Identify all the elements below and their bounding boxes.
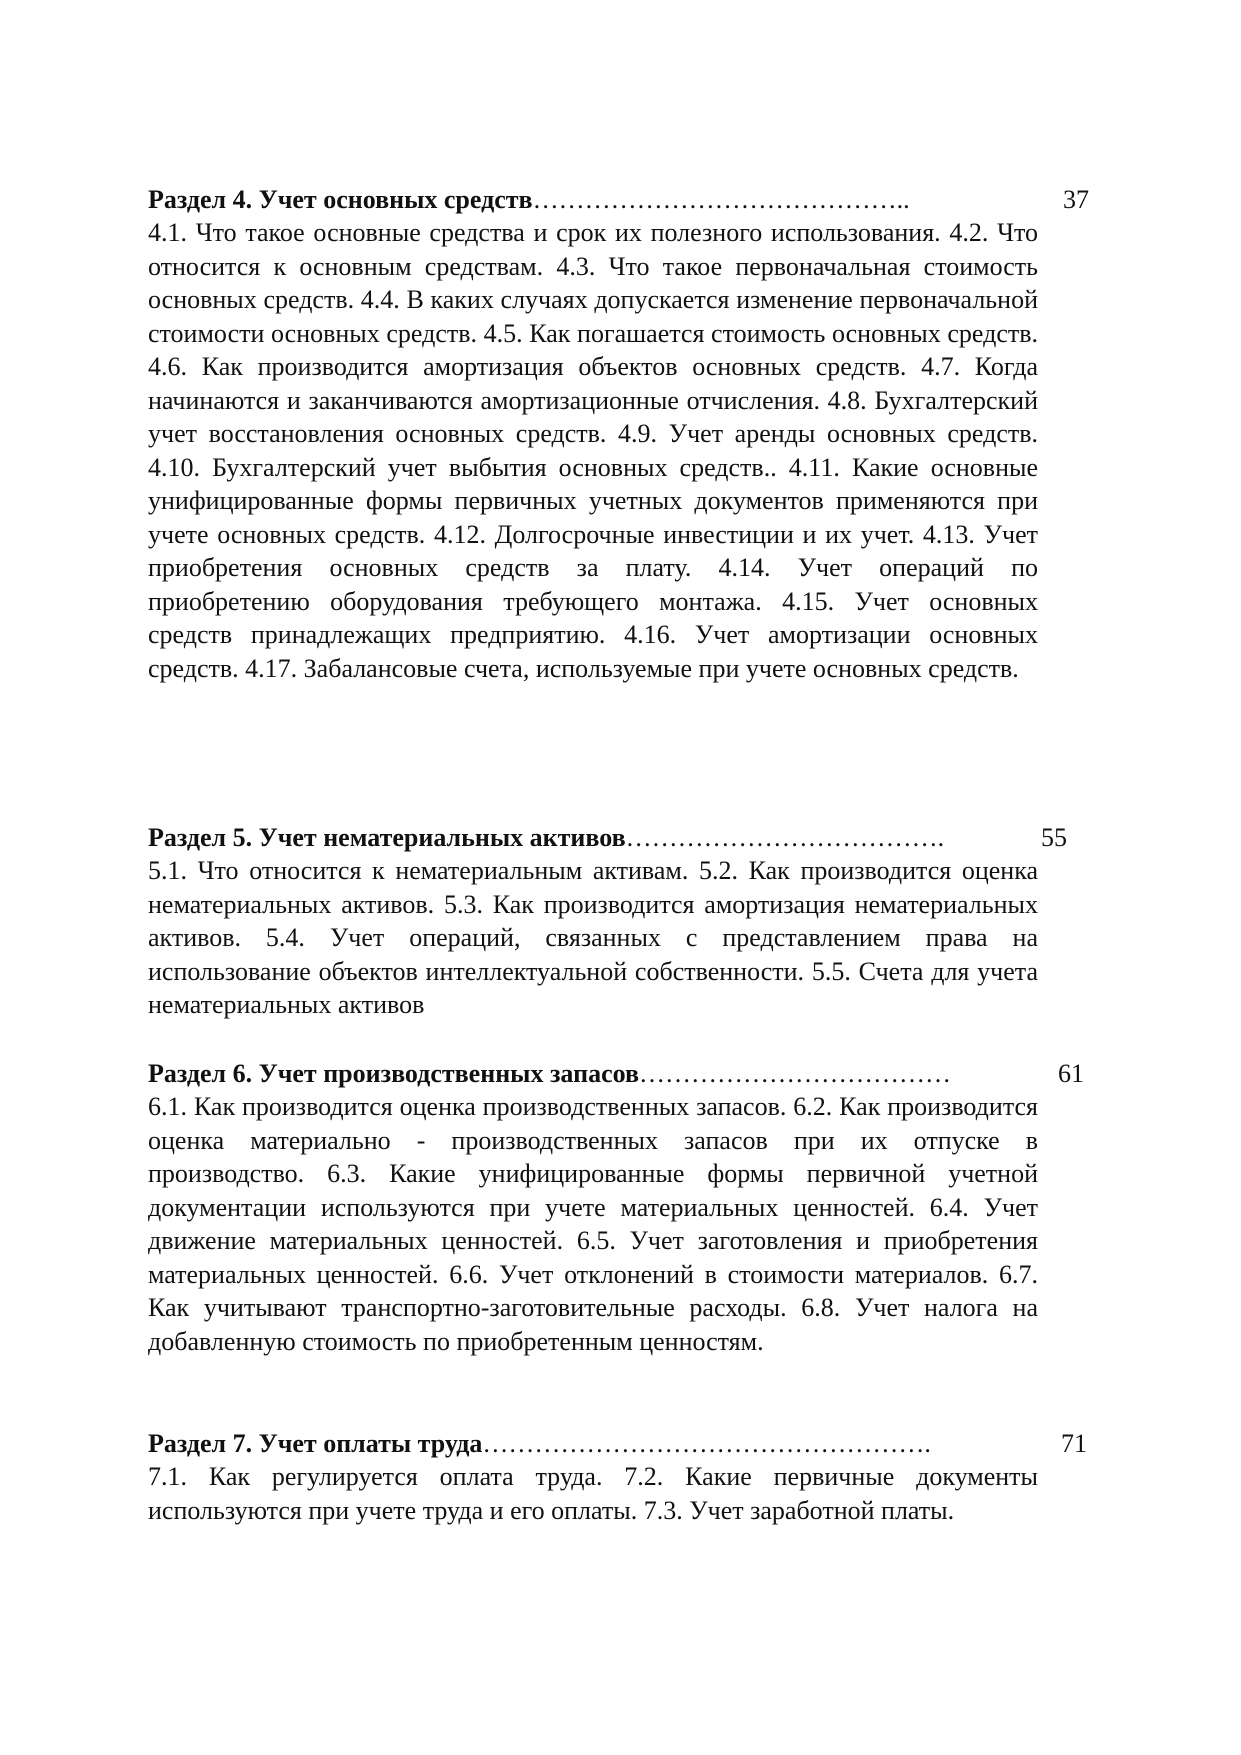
section-heading [148, 1427, 1087, 1460]
dot-leader: …………………………………….. [532, 185, 910, 214]
section-page-number: 37 [1063, 185, 1089, 214]
section-heading [148, 821, 1067, 854]
section-page-number: 71 [1061, 1429, 1087, 1458]
toc-section-5 [148, 821, 1067, 1022]
section-contents: 5.1. Что относится к нематериальным активам. 5.2. Как производится оценка нематериальных активов. 5.3. Как производится амортизация нематериальных активов. 5.4. Учет операций, связанных с представлением права на использование объектов интеллектуальной собственности. 5.5. Счета для учета нематериальных активов [148, 856, 1038, 1019]
dot-leader: ……………………………… [639, 1059, 952, 1088]
dot-leader: ………………………………. [625, 823, 945, 852]
section-title: Раздел 5. Учет нематериальных активов [148, 823, 626, 852]
section-contents: 4.1. Что такое основные средства и срок их полезного использования. 4.2. Что относится к основным средствам. 4.3. Что такое первоначальная стоимость основных средств. 4.4. В каких случаях допускается изменение первоначальной стоимости основных средств. 4.5. Как погашается стоимость основных средств. 4.6. Как производится амортизация объектов основных средств. 4.7. Когда начинаются и заканчиваются амортизационные отчисления. 4.8. Бухгалтерский учет восстановления основных средств. 4.9. Учет аренды основных средств. 4.10. Бухгалтерский учет выбытия основных средств.. 4.11. Какие основные унифицированные формы первичных учетных документов применяются при учете основных средств. 4.12. Долгосрочные инвестиции и их учет. 4.13. Учет приобретения основных средств за плату. 4.14. Учет операций по приобретению оборудования требующего монтажа. 4.15. Учет основных средств принадлежащих предприятию. 4.16. Учет амортизации основных средств. 4.17. Забалансовые счета, используемые при учете основных средств. [148, 218, 1038, 683]
section-contents: 7.1. Как регулируется оплата труда. 7.2. Какие первичные документы используются при учете труда и его оплаты. 7.3. Учет заработной платы. [148, 1462, 1038, 1525]
toc-section-7 [148, 1427, 1087, 1527]
section-title: Раздел 7. Учет оплаты труда [148, 1429, 483, 1458]
section-page-number: 55 [1041, 823, 1067, 852]
section-title: Раздел 6. Учет производственных запасов [148, 1059, 640, 1088]
toc-section-6 [148, 1057, 1084, 1358]
section-page-number: 61 [1058, 1059, 1084, 1088]
section-heading [148, 1057, 1084, 1090]
dot-leader: ……………………………………………. [482, 1429, 931, 1458]
section-title: Раздел 4. Учет основных средств [148, 185, 533, 214]
section-heading [148, 183, 1089, 216]
toc-section-4 [148, 183, 1089, 685]
section-contents: 6.1. Как производится оценка производственных запасов. 6.2. Как производится оценка материально - производственных запасов при их отпуске в производство. 6.3. Какие унифицированные формы первичной учетной документации используются при учете материальных ценностей. 6.4. Учет движение материальных ценностей. 6.5. Учет заготовления и приобретения материальных ценностей. 6.6. Учет отклонений в стоимости материалов. 6.7. Как учитывают транспортно-заготовительные расходы. 6.8. Учет налога на добавленную стоимость по приобретенным ценностям. [148, 1092, 1038, 1356]
